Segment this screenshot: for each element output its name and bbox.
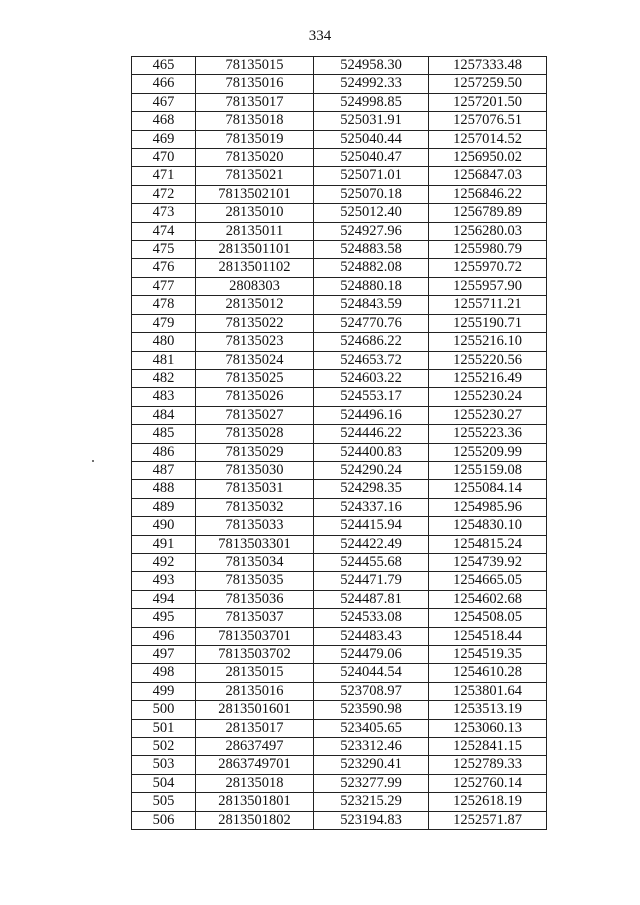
table-row bbox=[132, 719, 547, 737]
table-row bbox=[132, 480, 547, 498]
y-coordinate-cell: 1256789.89 bbox=[429, 204, 547, 222]
y-coordinate-cell: 1257201.50 bbox=[429, 93, 547, 111]
x-coordinate-cell: 524992.33 bbox=[314, 75, 429, 93]
y-coordinate-cell: 1252571.87 bbox=[429, 811, 547, 829]
table-row bbox=[132, 553, 547, 571]
row-number-cell: 481 bbox=[132, 351, 196, 369]
x-coordinate-cell: 525040.44 bbox=[314, 130, 429, 148]
row-number-cell: 502 bbox=[132, 738, 196, 756]
row-number-cell: 471 bbox=[132, 167, 196, 185]
x-coordinate-cell: 524958.30 bbox=[314, 57, 429, 75]
row-number-cell: 494 bbox=[132, 590, 196, 608]
y-coordinate-cell: 1256280.03 bbox=[429, 222, 547, 240]
x-coordinate-cell: 524843.59 bbox=[314, 296, 429, 314]
table-row bbox=[132, 204, 547, 222]
row-number-cell: 496 bbox=[132, 627, 196, 645]
y-coordinate-cell: 1253060.13 bbox=[429, 719, 547, 737]
table-row bbox=[132, 167, 547, 185]
table-row bbox=[132, 149, 547, 167]
y-coordinate-cell: 1257259.50 bbox=[429, 75, 547, 93]
x-coordinate-cell: 524883.58 bbox=[314, 241, 429, 259]
row-number-cell: 492 bbox=[132, 553, 196, 571]
table-row bbox=[132, 590, 547, 608]
y-coordinate-cell: 1257333.48 bbox=[429, 57, 547, 75]
point-id-cell: 78135019 bbox=[196, 130, 314, 148]
y-coordinate-cell: 1254665.05 bbox=[429, 572, 547, 590]
x-coordinate-cell: 525031.91 bbox=[314, 112, 429, 130]
row-number-cell: 489 bbox=[132, 498, 196, 516]
point-id-cell: 78135024 bbox=[196, 351, 314, 369]
point-id-cell: 28135015 bbox=[196, 664, 314, 682]
x-coordinate-cell: 523194.83 bbox=[314, 811, 429, 829]
y-coordinate-cell: 1254519.35 bbox=[429, 646, 547, 664]
table-row bbox=[132, 627, 547, 645]
point-id-cell: 78135015 bbox=[196, 57, 314, 75]
table-row bbox=[132, 241, 547, 259]
table-row bbox=[132, 351, 547, 369]
x-coordinate-cell: 524998.85 bbox=[314, 93, 429, 111]
point-id-cell: 28135016 bbox=[196, 682, 314, 700]
row-number-cell: 504 bbox=[132, 774, 196, 792]
x-coordinate-cell: 524533.08 bbox=[314, 609, 429, 627]
y-coordinate-cell: 1255230.24 bbox=[429, 388, 547, 406]
y-coordinate-cell: 1255957.90 bbox=[429, 277, 547, 295]
table-row bbox=[132, 185, 547, 203]
table-row bbox=[132, 259, 547, 277]
x-coordinate-cell: 523708.97 bbox=[314, 682, 429, 700]
point-id-cell: 2813501102 bbox=[196, 259, 314, 277]
row-number-cell: 484 bbox=[132, 406, 196, 424]
point-id-cell: 78135021 bbox=[196, 167, 314, 185]
y-coordinate-cell: 1254518.44 bbox=[429, 627, 547, 645]
x-coordinate-cell: 524770.76 bbox=[314, 314, 429, 332]
point-id-cell: 78135028 bbox=[196, 425, 314, 443]
point-id-cell: 78135026 bbox=[196, 388, 314, 406]
point-id-cell: 78135032 bbox=[196, 498, 314, 516]
point-id-cell: 7813503301 bbox=[196, 535, 314, 553]
point-id-cell: 78135034 bbox=[196, 553, 314, 571]
x-coordinate-cell: 524422.49 bbox=[314, 535, 429, 553]
point-id-cell: 78135023 bbox=[196, 333, 314, 351]
point-id-cell: 78135020 bbox=[196, 149, 314, 167]
y-coordinate-cell: 1253801.64 bbox=[429, 682, 547, 700]
point-id-cell: 7813502101 bbox=[196, 185, 314, 203]
x-coordinate-cell: 524337.16 bbox=[314, 498, 429, 516]
y-coordinate-cell: 1254830.10 bbox=[429, 517, 547, 535]
y-coordinate-cell: 1256847.03 bbox=[429, 167, 547, 185]
x-coordinate-cell: 523590.98 bbox=[314, 701, 429, 719]
row-number-cell: 498 bbox=[132, 664, 196, 682]
y-coordinate-cell: 1254610.28 bbox=[429, 664, 547, 682]
table-row bbox=[132, 664, 547, 682]
page-number: 334 bbox=[308, 28, 332, 44]
stray-dot-mark bbox=[92, 460, 94, 462]
table-row bbox=[132, 793, 547, 811]
point-id-cell: 28135011 bbox=[196, 222, 314, 240]
x-coordinate-cell: 524044.54 bbox=[314, 664, 429, 682]
row-number-cell: 476 bbox=[132, 259, 196, 277]
point-id-cell: 28135012 bbox=[196, 296, 314, 314]
x-coordinate-cell: 524415.94 bbox=[314, 517, 429, 535]
point-id-cell: 78135030 bbox=[196, 461, 314, 479]
table-row bbox=[132, 517, 547, 535]
y-coordinate-cell: 1255190.71 bbox=[429, 314, 547, 332]
y-coordinate-cell: 1252760.14 bbox=[429, 774, 547, 792]
y-coordinate-cell: 1252841.15 bbox=[429, 738, 547, 756]
row-number-cell: 501 bbox=[132, 719, 196, 737]
point-id-cell: 28135017 bbox=[196, 719, 314, 737]
table-row bbox=[132, 425, 547, 443]
point-id-cell: 78135017 bbox=[196, 93, 314, 111]
row-number-cell: 490 bbox=[132, 517, 196, 535]
y-coordinate-cell: 1255084.14 bbox=[429, 480, 547, 498]
row-number-cell: 478 bbox=[132, 296, 196, 314]
x-coordinate-cell: 524603.22 bbox=[314, 369, 429, 387]
x-coordinate-cell: 523215.29 bbox=[314, 793, 429, 811]
y-coordinate-cell: 1254602.68 bbox=[429, 590, 547, 608]
table-row bbox=[132, 296, 547, 314]
point-id-cell: 28637497 bbox=[196, 738, 314, 756]
table-row bbox=[132, 57, 547, 75]
table-row bbox=[132, 535, 547, 553]
table-row bbox=[132, 333, 547, 351]
row-number-cell: 486 bbox=[132, 443, 196, 461]
table-row bbox=[132, 498, 547, 516]
x-coordinate-cell: 524882.08 bbox=[314, 259, 429, 277]
y-coordinate-cell: 1255980.79 bbox=[429, 241, 547, 259]
y-coordinate-cell: 1254815.24 bbox=[429, 535, 547, 553]
table-row bbox=[132, 682, 547, 700]
point-id-cell: 78135031 bbox=[196, 480, 314, 498]
row-number-cell: 473 bbox=[132, 204, 196, 222]
y-coordinate-cell: 1254985.96 bbox=[429, 498, 547, 516]
row-number-cell: 506 bbox=[132, 811, 196, 829]
point-id-cell: 78135036 bbox=[196, 590, 314, 608]
y-coordinate-cell: 1256846.22 bbox=[429, 185, 547, 203]
x-coordinate-cell: 524400.83 bbox=[314, 443, 429, 461]
row-number-cell: 468 bbox=[132, 112, 196, 130]
x-coordinate-cell: 524880.18 bbox=[314, 277, 429, 295]
point-id-cell: 78135016 bbox=[196, 75, 314, 93]
x-coordinate-cell: 524479.06 bbox=[314, 646, 429, 664]
table-row bbox=[132, 646, 547, 664]
y-coordinate-cell: 1255216.49 bbox=[429, 369, 547, 387]
y-coordinate-cell: 1255230.27 bbox=[429, 406, 547, 424]
x-coordinate-cell: 523290.41 bbox=[314, 756, 429, 774]
y-coordinate-cell: 1255220.56 bbox=[429, 351, 547, 369]
row-number-cell: 505 bbox=[132, 793, 196, 811]
y-coordinate-cell: 1253513.19 bbox=[429, 701, 547, 719]
x-coordinate-cell: 524927.96 bbox=[314, 222, 429, 240]
row-number-cell: 469 bbox=[132, 130, 196, 148]
point-id-cell: 2863749701 bbox=[196, 756, 314, 774]
row-number-cell: 503 bbox=[132, 756, 196, 774]
x-coordinate-cell: 524553.17 bbox=[314, 388, 429, 406]
row-number-cell: 485 bbox=[132, 425, 196, 443]
row-number-cell: 475 bbox=[132, 241, 196, 259]
coordinates-table-body bbox=[132, 57, 547, 830]
row-number-cell: 499 bbox=[132, 682, 196, 700]
point-id-cell: 78135022 bbox=[196, 314, 314, 332]
table-row bbox=[132, 572, 547, 590]
point-id-cell: 7813503702 bbox=[196, 646, 314, 664]
row-number-cell: 467 bbox=[132, 93, 196, 111]
point-id-cell: 28135010 bbox=[196, 204, 314, 222]
x-coordinate-cell: 525070.18 bbox=[314, 185, 429, 203]
row-number-cell: 480 bbox=[132, 333, 196, 351]
row-number-cell: 500 bbox=[132, 701, 196, 719]
table-row bbox=[132, 756, 547, 774]
table-row bbox=[132, 738, 547, 756]
point-id-cell: 2808303 bbox=[196, 277, 314, 295]
table-row bbox=[132, 388, 547, 406]
y-coordinate-cell: 1255970.72 bbox=[429, 259, 547, 277]
x-coordinate-cell: 525012.40 bbox=[314, 204, 429, 222]
table-row bbox=[132, 112, 547, 130]
table-row bbox=[132, 461, 547, 479]
x-coordinate-cell: 525071.01 bbox=[314, 167, 429, 185]
y-coordinate-cell: 1254739.92 bbox=[429, 553, 547, 571]
y-coordinate-cell: 1255216.10 bbox=[429, 333, 547, 351]
x-coordinate-cell: 523277.99 bbox=[314, 774, 429, 792]
table-row bbox=[132, 443, 547, 461]
table-row bbox=[132, 75, 547, 93]
table-row bbox=[132, 222, 547, 240]
row-number-cell: 497 bbox=[132, 646, 196, 664]
y-coordinate-cell: 1252618.19 bbox=[429, 793, 547, 811]
point-id-cell: 78135027 bbox=[196, 406, 314, 424]
x-coordinate-cell: 525040.47 bbox=[314, 149, 429, 167]
table-row bbox=[132, 314, 547, 332]
table-row bbox=[132, 93, 547, 111]
y-coordinate-cell: 1255159.08 bbox=[429, 461, 547, 479]
coordinates-table bbox=[131, 56, 547, 830]
table-row bbox=[132, 811, 547, 829]
y-coordinate-cell: 1256950.02 bbox=[429, 149, 547, 167]
x-coordinate-cell: 524455.68 bbox=[314, 553, 429, 571]
y-coordinate-cell: 1257014.52 bbox=[429, 130, 547, 148]
y-coordinate-cell: 1255209.99 bbox=[429, 443, 547, 461]
point-id-cell: 7813503701 bbox=[196, 627, 314, 645]
table-row bbox=[132, 130, 547, 148]
x-coordinate-cell: 524483.43 bbox=[314, 627, 429, 645]
row-number-cell: 477 bbox=[132, 277, 196, 295]
row-number-cell: 493 bbox=[132, 572, 196, 590]
x-coordinate-cell: 524298.35 bbox=[314, 480, 429, 498]
point-id-cell: 2813501601 bbox=[196, 701, 314, 719]
x-coordinate-cell: 524471.79 bbox=[314, 572, 429, 590]
point-id-cell: 78135037 bbox=[196, 609, 314, 627]
x-coordinate-cell: 523312.46 bbox=[314, 738, 429, 756]
row-number-cell: 474 bbox=[132, 222, 196, 240]
point-id-cell: 78135025 bbox=[196, 369, 314, 387]
point-id-cell: 2813501101 bbox=[196, 241, 314, 259]
row-number-cell: 466 bbox=[132, 75, 196, 93]
row-number-cell: 488 bbox=[132, 480, 196, 498]
point-id-cell: 78135035 bbox=[196, 572, 314, 590]
x-coordinate-cell: 524496.16 bbox=[314, 406, 429, 424]
row-number-cell: 482 bbox=[132, 369, 196, 387]
y-coordinate-cell: 1254508.05 bbox=[429, 609, 547, 627]
point-id-cell: 78135018 bbox=[196, 112, 314, 130]
table-row bbox=[132, 701, 547, 719]
row-number-cell: 472 bbox=[132, 185, 196, 203]
table-row bbox=[132, 369, 547, 387]
point-id-cell: 78135029 bbox=[196, 443, 314, 461]
table-row bbox=[132, 277, 547, 295]
x-coordinate-cell: 523405.65 bbox=[314, 719, 429, 737]
y-coordinate-cell: 1257076.51 bbox=[429, 112, 547, 130]
x-coordinate-cell: 524653.72 bbox=[314, 351, 429, 369]
row-number-cell: 465 bbox=[132, 57, 196, 75]
point-id-cell: 78135033 bbox=[196, 517, 314, 535]
x-coordinate-cell: 524446.22 bbox=[314, 425, 429, 443]
row-number-cell: 495 bbox=[132, 609, 196, 627]
x-coordinate-cell: 524290.24 bbox=[314, 461, 429, 479]
y-coordinate-cell: 1252789.33 bbox=[429, 756, 547, 774]
table-row bbox=[132, 609, 547, 627]
x-coordinate-cell: 524487.81 bbox=[314, 590, 429, 608]
point-id-cell: 2813501802 bbox=[196, 811, 314, 829]
row-number-cell: 479 bbox=[132, 314, 196, 332]
row-number-cell: 491 bbox=[132, 535, 196, 553]
table-row bbox=[132, 774, 547, 792]
x-coordinate-cell: 524686.22 bbox=[314, 333, 429, 351]
row-number-cell: 483 bbox=[132, 388, 196, 406]
row-number-cell: 470 bbox=[132, 149, 196, 167]
table-row bbox=[132, 406, 547, 424]
point-id-cell: 28135018 bbox=[196, 774, 314, 792]
y-coordinate-cell: 1255711.21 bbox=[429, 296, 547, 314]
point-id-cell: 2813501801 bbox=[196, 793, 314, 811]
y-coordinate-cell: 1255223.36 bbox=[429, 425, 547, 443]
row-number-cell: 487 bbox=[132, 461, 196, 479]
